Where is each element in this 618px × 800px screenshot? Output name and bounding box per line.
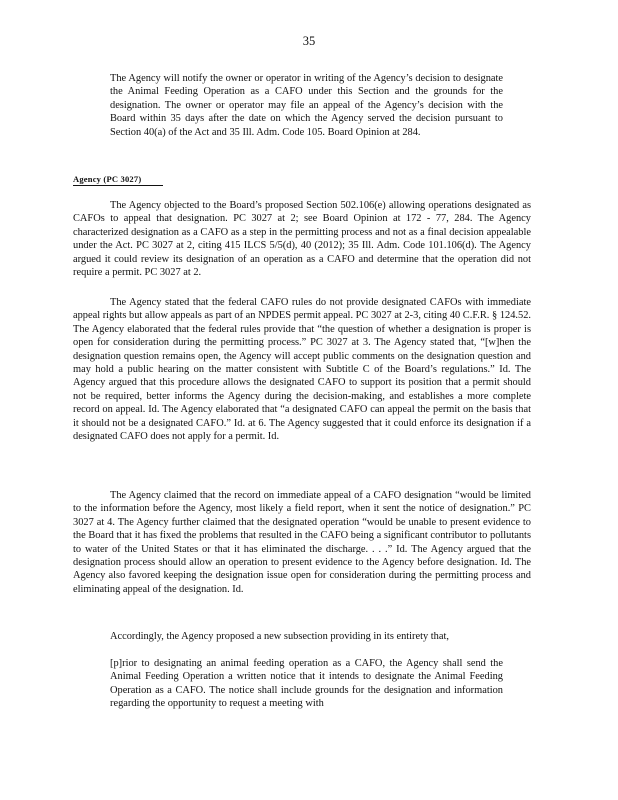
page-number: 35 bbox=[302, 34, 316, 48]
paragraph-3: The Agency claimed that the record on immediate appeal of a CAFO designation “would be limited to the information before the Agency, most likely a field report, when it sent the notice of designation.” PC 3027 at 4. The Agency further claimed that the designated operation “would be unable to present evidence to the Board that it has fixed the problems that resulted in the CAFO being a significant contributor to pollutants to water of the United States or that it has eliminated the discharge. . . .” Id. The Agency argued that the designation process should allow an operation to present evidence to the Agency before designation. Id. The Agency also favored keeping the designation issue open for consideration during the permitting process and eliminating appeal of the designation. Id. bbox=[73, 490, 531, 595]
section-heading-text: Agency (PC 3027) bbox=[73, 174, 163, 186]
proposal-quote: [p]rior to designating an animal feeding operation as a CAFO, the Agency shall send the Animal Feeding Operation a written notice that it intends to designate the Animal Feeding Operation as a CAFO. The notice shall include grounds for the designation and information regarding the opportunity to request a meeting with bbox=[110, 658, 503, 710]
proposal-intro: Accordingly, the Agency proposed a new subsection providing in its entirety that, bbox=[110, 631, 449, 642]
paragraph-2: The Agency stated that the federal CAFO rules do not provide designated CAFOs with immediate appeal rights but allow appeals as part of an NPDES permit appeal. PC 3027 at 2-3, citing 40 C.F.R. § 124.52. The Agency elaborated that the federal rules provide that “the question of whether a designation is proper is open for consideration during the permitting process.” PC 3027 at 3. The Agency stated that, “[w]hen the designation question remains open, the Agency will accept public comments on the designation question and may hold a public hearing on the matter consistent with Subtitle C of the Board’s regulations.” Id. The Agency argued that this procedure allows the designated CAFO to support its position that a permit should not be required, better informs the Agency during the decision-making, and establishes a more complete record on appeal. Id. The Agency elaborated that “a designated CAFO can appeal the permit on the basis that it should not be a designated CAFO.” Id. at 6. The Agency suggested that it could enforce its designation if a designated CAFO does not apply for a permit. Id. bbox=[73, 297, 531, 443]
paragraph-1: The Agency objected to the Board’s proposed Section 502.106(e) allowing operations designated as CAFOs to appeal that designation. PC 3027 at 2; see Board Opinion at 172 - 77, 284. The Agency characterized designation as a CAFO as a step in the permitting process and not as a final decision appealable under the Act. PC 3027 at 2, citing 415 ILCS 5/5(d), 40 (2012); 35 Ill. Adm. Code 101.106(d). The Agency argued it could review its designation of an operation as a CAFO and determine that the operation did not require a permit. PC 3027 at 2. bbox=[73, 200, 531, 279]
block-quote: The Agency will notify the owner or operator in writing of the Agency’s decision to designate the Animal Feeding Operation as a CAFO under this Section and the grounds for the designation. The owner or operator may file an appeal of the Agency’s decision with the Board within 35 days after the date on which the Agency served the decision pursuant to Section 40(a) of the Act and 35 Ill. Adm. Code 105. Board Opinion at 284. bbox=[110, 73, 503, 138]
section-heading bbox=[73, 174, 163, 186]
